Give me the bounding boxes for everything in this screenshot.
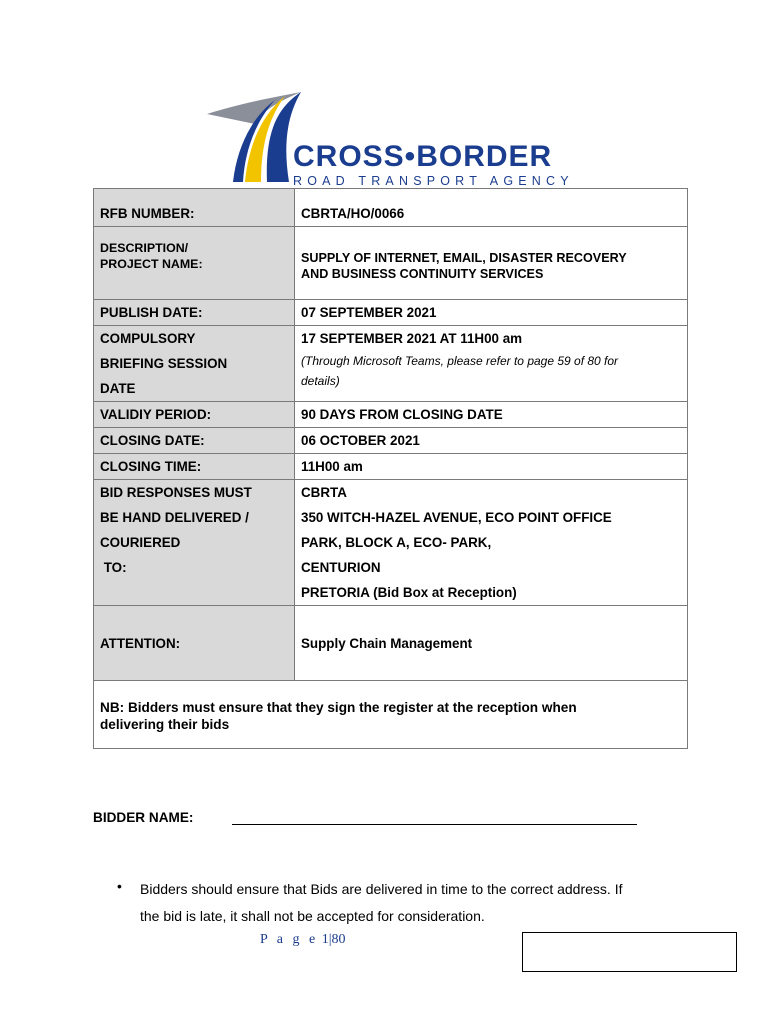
description-label-line: PROJECT NAME: [100, 257, 203, 271]
closing-date-label: CLOSING DATE: [100, 433, 205, 448]
publish-date-value: 07 SEPTEMBER 2021 [301, 305, 437, 320]
description-label-cell [94, 227, 295, 300]
delivery-address-line: 350 WITCH-HAZEL AVENUE, ECO POINT OFFICE [301, 510, 612, 525]
briefing-value-cell [295, 326, 688, 402]
page-current: 1 [321, 932, 329, 947]
delivery-address-line: PRETORIA (Bid Box at Reception) [301, 585, 517, 600]
briefing-note-line: details) [301, 374, 340, 388]
description-row [94, 227, 688, 300]
logo-wordmark: CROSS•BORDER [293, 140, 553, 173]
delivery-label-line: BID RESPONSES MUST [100, 485, 252, 500]
description-value-cell [295, 227, 688, 300]
briefing-datetime: 17 SEPTEMBER 2021 AT 11H00 am [301, 331, 523, 346]
attention-label-cell [94, 606, 295, 681]
closing-date-label-cell [94, 428, 295, 454]
nb-note-line: NB: Bidders must ensure that they sign the register at the reception when [100, 700, 577, 715]
attention-label: ATTENTION: [100, 635, 181, 651]
delivery-address-line: CENTURION [301, 560, 381, 575]
closing-time-value: 11H00 am [301, 459, 363, 474]
briefing-note-line: (Through Microsoft Teams, please refer to page 59 of 80 for [301, 354, 619, 368]
rfb-number-label: RFB NUMBER: [100, 206, 195, 221]
page-total: 80 [331, 932, 346, 947]
description-value-line: SUPPLY OF INTERNET, EMAIL, DISASTER RECOVERY [301, 251, 627, 265]
validity-label: VALIDIY PERIOD: [100, 407, 212, 422]
page-word: P a g e [260, 932, 319, 947]
publish-date-row [94, 300, 688, 326]
validity-label-cell [94, 402, 295, 428]
bidder-name-label: BIDDER NAME: [93, 810, 194, 825]
description-label-line: DESCRIPTION/ [100, 241, 189, 255]
delivery-address-line: PARK, BLOCK A, ECO- PARK, [301, 535, 492, 550]
closing-date-value: 06 OCTOBER 2021 [301, 433, 420, 448]
rfb-number-row [94, 189, 688, 227]
bullet-icon: • [117, 878, 122, 894]
nb-note-line: delivering their bids [100, 717, 230, 732]
closing-time-value-cell [295, 454, 688, 480]
publish-label-cell [94, 300, 295, 326]
page-separator: | [328, 932, 332, 947]
delivery-label-line: TO: [100, 560, 127, 575]
delivery-label-line: BE HAND DELIVERED / [100, 510, 249, 525]
publish-date-label: PUBLISH DATE: [100, 305, 203, 320]
attention-row [94, 606, 688, 681]
bullet-line: Bidders should ensure that Bids are delivered in time to the correct address. If [140, 881, 623, 897]
closing-time-label: CLOSING TIME: [100, 459, 202, 474]
nb-row [94, 681, 688, 749]
briefing-label-line: COMPULSORY [100, 331, 196, 346]
bullet-item [140, 876, 700, 930]
rfb-number-value: CBRTA/HO/0066 [301, 206, 405, 221]
agency-logo [205, 88, 575, 188]
closing-date-row [94, 428, 688, 454]
empty-stamp-box [522, 932, 737, 972]
page-number [260, 932, 346, 948]
delivery-address-line: CBRTA [301, 485, 347, 500]
delivery-label-line: COURIERED [100, 535, 181, 550]
rfb-number-label-cell [94, 189, 295, 227]
delivery-label-cell [94, 480, 295, 606]
rfb-info-table [93, 188, 688, 749]
briefing-row [94, 326, 688, 402]
bidder-name-field[interactable] [232, 824, 637, 825]
rfb-number-value-cell [295, 189, 688, 227]
delivery-address-cell [295, 480, 688, 606]
closing-time-row [94, 454, 688, 480]
briefing-label-line: DATE [100, 381, 136, 396]
publish-value-cell [295, 300, 688, 326]
bullet-line: the bid is late, it shall not be accepted for consideration. [140, 908, 485, 924]
briefing-label-line: BRIEFING SESSION [100, 356, 228, 371]
logo-subtitle: ROAD TRANSPORT AGENCY [293, 174, 574, 188]
closing-time-label-cell [94, 454, 295, 480]
nb-cell [94, 681, 688, 749]
closing-date-value-cell [295, 428, 688, 454]
briefing-label-cell [94, 326, 295, 402]
delivery-row [94, 480, 688, 606]
attention-value-cell [295, 606, 688, 681]
validity-row [94, 402, 688, 428]
validity-value-cell [295, 402, 688, 428]
attention-value: Supply Chain Management [301, 635, 473, 651]
description-value-line: AND BUSINESS CONTINUITY SERVICES [301, 267, 544, 281]
validity-value: 90 DAYS FROM CLOSING DATE [301, 407, 503, 422]
